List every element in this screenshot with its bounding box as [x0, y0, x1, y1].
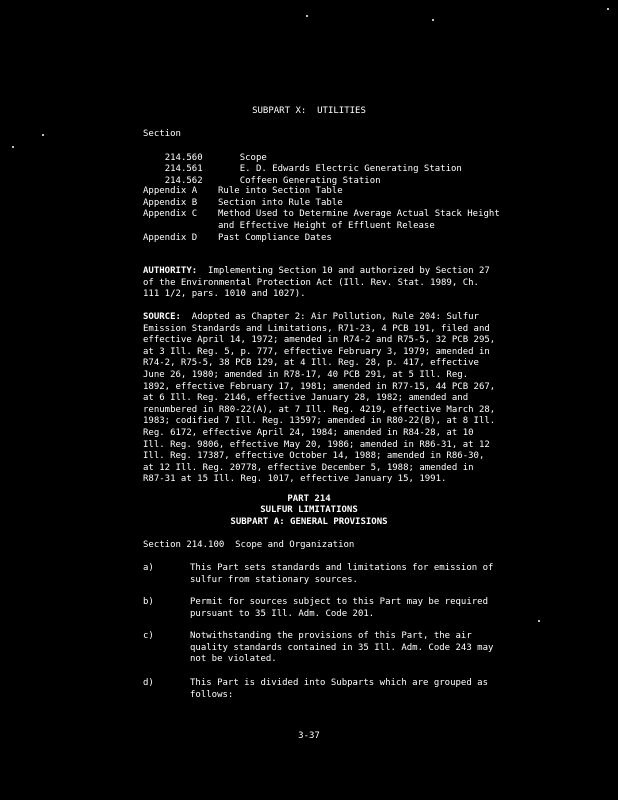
- item-label: b): [143, 597, 154, 607]
- subpart-x-title: SUBPART X: UTILITIES: [252, 106, 366, 116]
- scan-speck: [538, 620, 540, 622]
- item-text: Permit for sources subject to this Part may be required pursuant to 35 Ill. Adm. Code 201.: [190, 597, 489, 619]
- appendix-label: Appendix C: [143, 209, 198, 219]
- source-note: [143, 312, 553, 486]
- section-column-header: Section: [143, 129, 181, 139]
- scan-speck: [306, 15, 308, 17]
- appendix-label: Appendix B: [143, 198, 198, 208]
- toc-section-title: Scope: [239, 152, 267, 163]
- appendix-title: Rule into Section Table: [218, 186, 343, 196]
- part-subtitle: SULFUR LIMITATIONS: [260, 505, 358, 515]
- toc-section-title: E. D. Edwards Electric Generating Station: [239, 163, 462, 174]
- appendix-title: Section into Rule Table: [218, 198, 343, 208]
- part-heading: PART 214: [287, 494, 331, 504]
- authority-text: Implementing Section 10 and authorized by Section 27 of the Environmental Protection Act (Ill. Rev. Stat. 1989, Ch. 111 1/2, pars. 1010 and 1027).: [143, 266, 490, 300]
- scan-speck: [42, 134, 44, 136]
- item-text: Notwithstanding the provisions of this Part, the air quality standards contained in 35 Ill. Adm. Code 243 may not be violated.: [190, 631, 494, 665]
- appendix-label: Appendix A: [143, 186, 198, 196]
- authority-note: [143, 266, 553, 301]
- item-label: c): [143, 631, 154, 641]
- appendix-row: [143, 186, 343, 198]
- appendix-title: Method Used to Determine Average Actual Stack Height and Effective Height of Effluent Release: [218, 209, 500, 231]
- item-label: a): [143, 563, 154, 573]
- appendix-title: Past Compliance Dates: [218, 233, 332, 243]
- item-label: d): [143, 678, 154, 688]
- scan-speck: [432, 19, 434, 21]
- toc-section-title: Coffeen Generating Station: [239, 175, 381, 186]
- source-text: Adopted as Chapter 2: Air Pollution, Rule 204: Sulfur Emission Standards and Limitations, R71-23, 4 PCB 191, filed and effective April 14, 1972; amended in R74-2 and R75-5, 32 PCB 295, at 3 Ill. Reg. 5, p. 777, effective February 3, 1979; amended in R74-2, R75-5, 38 PCB 129, at 4 Ill. Reg. 28, p. 417, effective June 26, 1980; amended in R78-17, 40 PCB 291, at 5 Ill. Reg. 1892, effective February 17, 1981; amended in R77-15, 44 PCB 267, at 6 Ill. Reg. 2146, effective January 28, 1982; amended and renumbered in R80-22(A), at 7 Ill. Reg. 4219, effective March 28, 1983; codified 7 Ill. Reg. 13597; amended in R80-22(B), at 8 Ill. Reg. 6172, effective April 24, 1984; amended in R84-28, at 10 Ill. Reg. 9806, effective May 20, 1986; amended in R86-31, at 12 Ill. Reg. 17387, effective October 14, 1988; amended in R86-30, at 12 Ill. Reg. 20778, effective December 5, 1988; amended in R87-31 at 15 Ill. Reg. 1017, effective January 15, 1991.: [143, 312, 496, 485]
- scan-speck: [12, 146, 14, 148]
- appendix-row: [143, 233, 332, 245]
- section-title: Section 214.100 Scope and Organization: [143, 540, 355, 550]
- appendix-row: [143, 198, 343, 210]
- source-label: SOURCE:: [143, 312, 181, 322]
- toc-section-number: 214.560: [164, 152, 203, 163]
- item-text: This Part is divided into Subparts which are grouped as follows:: [190, 678, 489, 700]
- item-text: This Part sets standards and limitations for emission of sulfur from stationary sources.: [190, 563, 494, 585]
- appendix-label: Appendix D: [143, 233, 198, 243]
- appendix-row: [143, 209, 500, 232]
- authority-label: AUTHORITY:: [143, 266, 198, 276]
- scan-speck: [607, 8, 609, 10]
- subpart-a-heading: SUBPART A: GENERAL PROVISIONS: [230, 517, 388, 527]
- toc-section-number: 214.561: [164, 163, 203, 174]
- page-number: 3-37: [298, 731, 320, 741]
- toc-section-number: 214.562: [164, 175, 203, 186]
